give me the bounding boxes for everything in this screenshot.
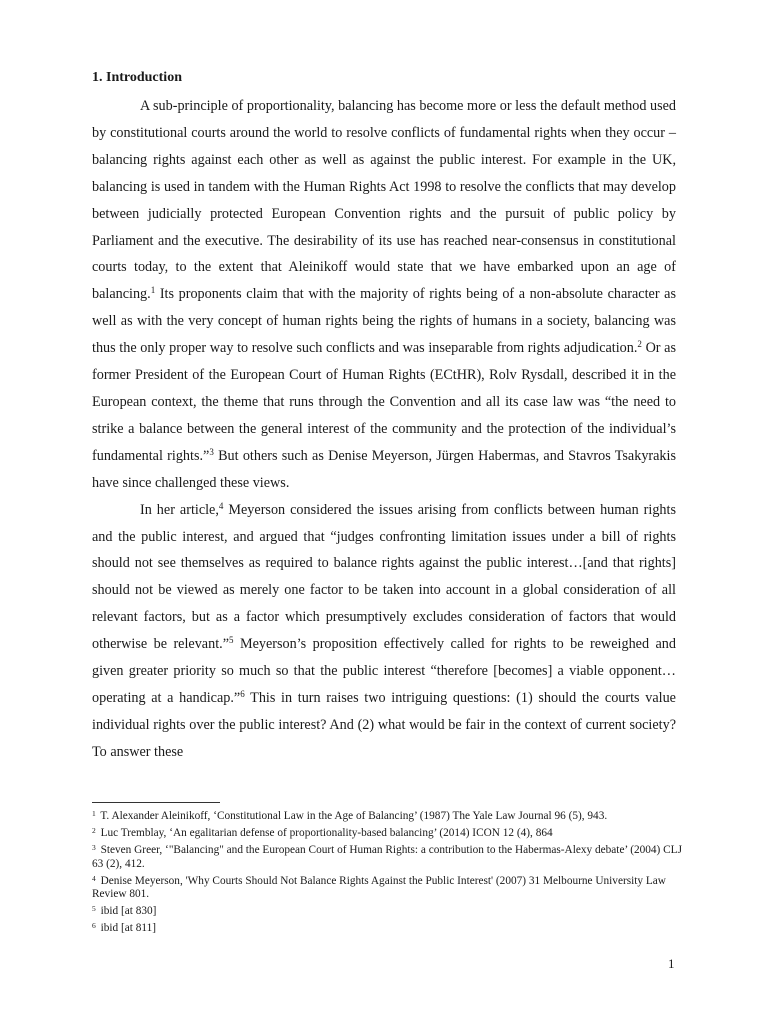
- paragraph-text: Meyerson’s proposition effectively called for rights to be reweighed and given greater priority so much so that the public interest “therefore [becomes] a viable opponent…operating at a handicap.”: [92, 636, 676, 706]
- footnote: [92, 875, 682, 901]
- footnote-text: Steven Greer, ‘"Balancing" and the European Court of Human Rights: a contribution to the Habermas-Alexy debate’ (2004) CLJ 63 (2), 412.: [92, 844, 682, 870]
- paragraph: [92, 497, 676, 766]
- footnote-number: 5: [92, 904, 96, 914]
- footnote-number: 3: [92, 843, 96, 853]
- footnote: [92, 922, 682, 935]
- footnote-number: 2: [92, 826, 96, 836]
- paragraph-text: Its proponents claim that with the majority of rights being of a non-absolute character as well as with the very concept of human rights being the rights of humans in a society, balancing was thus the only proper way to resolve such conflicts and was inseparable from rights adjudication.: [92, 286, 676, 357]
- paragraph-text: This in turn raises two intriguing questions: (1) should the courts value individual rights over the public interest? And (2) what would be fair in the context of current society? To answer these: [92, 689, 676, 760]
- footnote-text: Luc Tremblay, ‘An egalitarian defense of proportionality-based balancing’ (2014) ICON 12 (4), 864: [97, 827, 553, 840]
- paragraph: [92, 93, 676, 497]
- footnote-reference: 2: [637, 339, 642, 350]
- paragraph-text: A sub-principle of proportionality, balancing has become more or less the default method used by constitutional courts around the world to resolve conflicts of fundamental rights when they occur – balancing rights against each other as well as against the public interest. For example in the UK, balancing is used in tandem with the Human Rights Act 1998 to resolve the conflicts that may develop between judicially protected European Convention rights and the pursuit of public policy by Parliament and the executive. The desirability of its use has reached near-consensus in constitutional courts today, to the extent that Aleinikoff would state that we have embarked upon an age of balancing.: [92, 98, 676, 303]
- footnote-text: ibid [at 830]: [97, 905, 157, 918]
- footnote-text: ibid [at 811]: [97, 922, 156, 935]
- paragraph-text: But others such as Denise Meyerson, Jürgen Habermas, and Stavros Tsakyrakis have since challenged these views.: [92, 447, 676, 491]
- footnote-text: Denise Meyerson, 'Why Courts Should Not Balance Rights Against the Public Interest' (2007) 31 Melbourne University Law Review 801.: [92, 874, 666, 901]
- footnote: [92, 905, 682, 918]
- footnote-reference: 3: [209, 446, 214, 457]
- footnotes: [92, 810, 682, 940]
- footnote-text: T. Alexander Aleinikoff, ‘Constitutional Law in the Age of Balancing’ (1987) The Yale Law Journal 96 (5), 943.: [97, 810, 608, 822]
- footnote-number: 4: [92, 873, 96, 883]
- footnote-reference: 5: [229, 635, 234, 646]
- footnote: [92, 827, 682, 840]
- paragraph-text: Or as former President of the European Court of Human Rights (ECtHR), Rolv Rysdall, described it in the European context, the theme that runs through the Convention and all its case law was “the need to strike a balance between the general interest of the community and the protection of the individual’s fundamental rights.”: [92, 340, 676, 464]
- footnote-divider: [92, 802, 220, 803]
- footnote-number: 1: [92, 809, 96, 818]
- footnote: [92, 844, 682, 870]
- footnote-reference: 1: [150, 285, 156, 296]
- paragraph-text: In her article,: [140, 501, 219, 518]
- footnote-reference: 4: [218, 500, 224, 511]
- footnote-reference: 6: [240, 688, 245, 699]
- section-heading: 1. Introduction: [92, 70, 182, 85]
- footnote-number: 6: [92, 921, 96, 931]
- footnote: [92, 810, 682, 823]
- page-number: 1: [668, 956, 675, 971]
- paragraph-text: Meyerson considered the issues arising from conflicts between human rights and the public interest, and argued that “judges confronting limitation issues under a bill of rights should not see themselves as required to balance rights against the public interest…[and that rights] should not be viewed as merely one factor to be taken into account in a global consideration of all relevant factors, but as a factor which presumptively excludes consideration of factors that would otherwise be relevant.”: [92, 501, 676, 653]
- body-text: [92, 93, 676, 766]
